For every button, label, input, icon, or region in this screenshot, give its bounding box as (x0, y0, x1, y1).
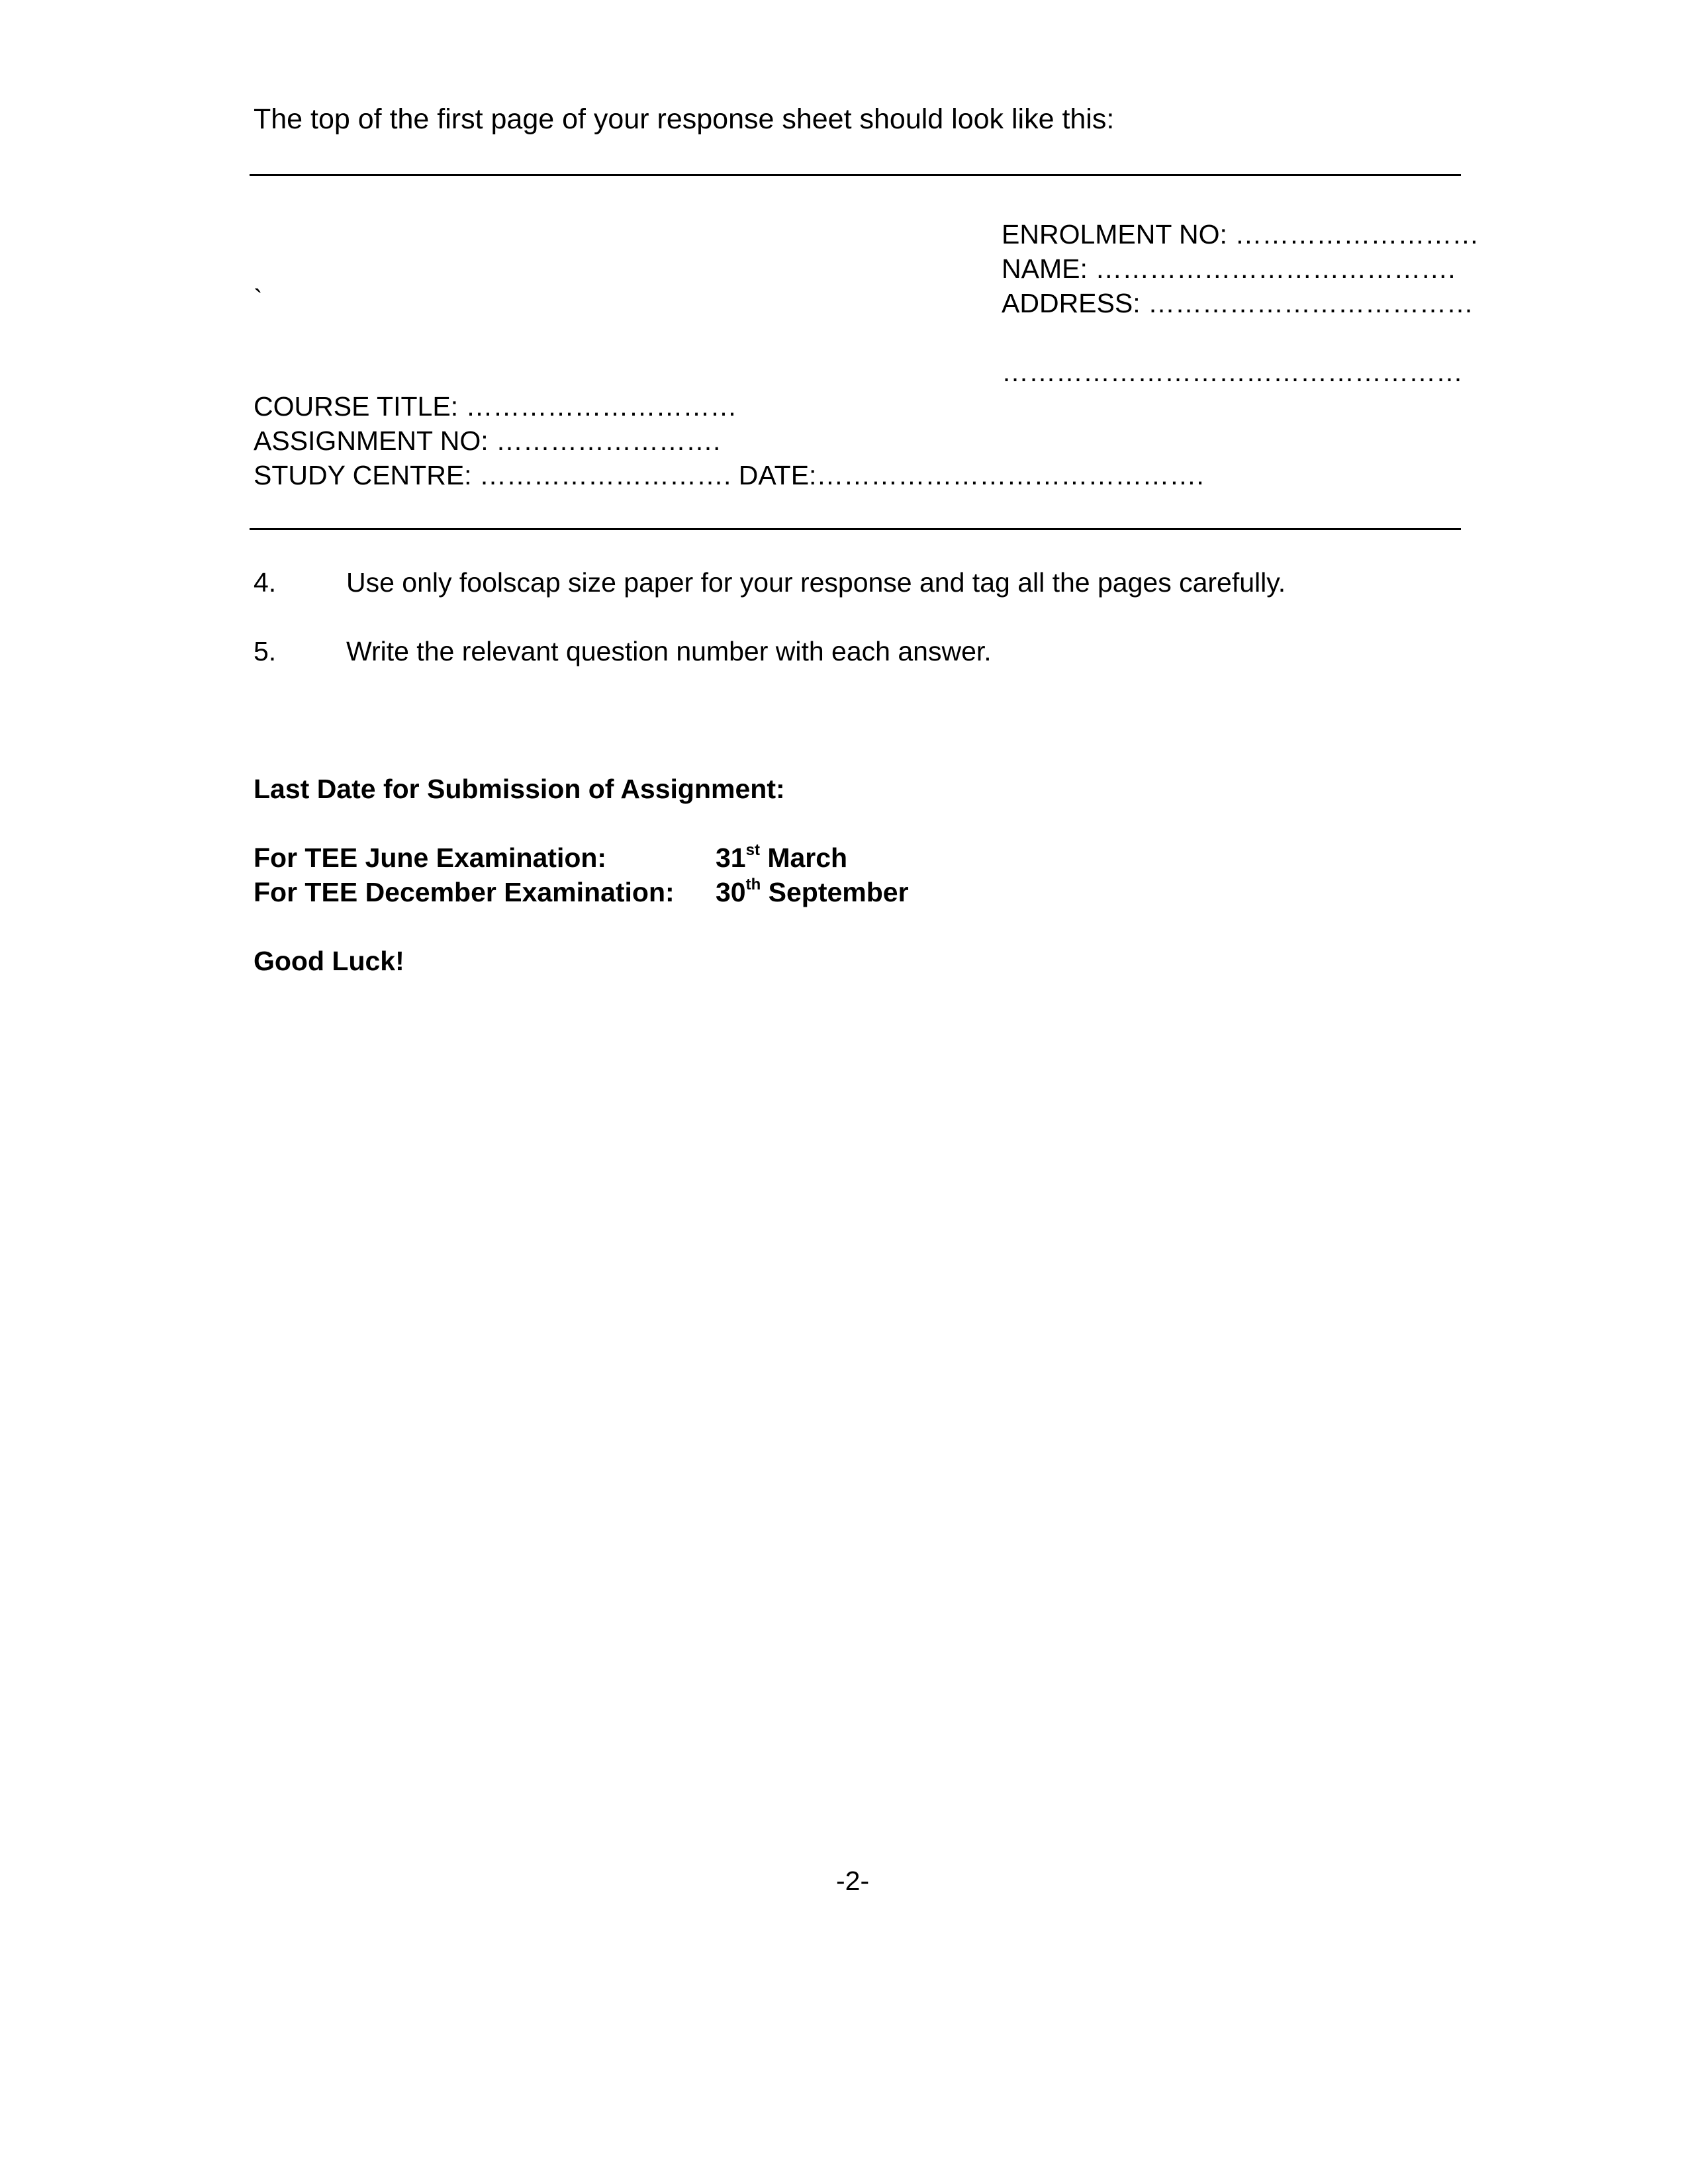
stray-mark: ` (254, 284, 263, 314)
june-exam-label: For TEE June Examination: (254, 842, 607, 873)
june-month: March (759, 842, 848, 873)
closing-text: Good Luck! (254, 946, 404, 976)
submission-heading: Last Date for Submission of Assignment: (254, 774, 785, 804)
address-line-2: …………………………………………… (1002, 357, 1463, 387)
instruction-5-text: Write the relevant question number with each answer. (346, 636, 992, 666)
enrolment-field: ENROLMENT NO: ……………………… (1002, 219, 1479, 250)
instruction-5-number: 5. (254, 636, 277, 666)
december-exam-label: For TEE December Examination: (254, 877, 675, 907)
december-day: 30 (716, 877, 746, 907)
december-month: September (761, 877, 909, 907)
december-exam-date (716, 875, 909, 909)
top-divider (250, 174, 1461, 176)
page-number: -2- (836, 1866, 870, 1896)
course-title-field: COURSE TITLE: ………………………… (254, 391, 737, 422)
name-field: NAME: …………………………………. (1002, 253, 1456, 284)
december-day-suffix: th (745, 876, 761, 893)
june-day: 31 (716, 842, 746, 873)
instruction-4-number: 4. (254, 567, 277, 598)
address-field: ADDRESS: ……………………………… (1002, 288, 1474, 318)
assignment-no-field: ASSIGNMENT NO: ……………………. (254, 426, 721, 456)
intro-text: The top of the first page of your response sheet should look like this: (254, 103, 1115, 135)
june-exam-date (716, 841, 847, 875)
instruction-4-text: Use only foolscap size paper for your response and tag all the pages carefully. (346, 567, 1286, 598)
june-day-suffix: st (745, 841, 760, 859)
study-centre-date-field: STUDY CENTRE: ………………………. DATE:……………………………………. (254, 460, 1204, 490)
bottom-divider (250, 528, 1461, 530)
